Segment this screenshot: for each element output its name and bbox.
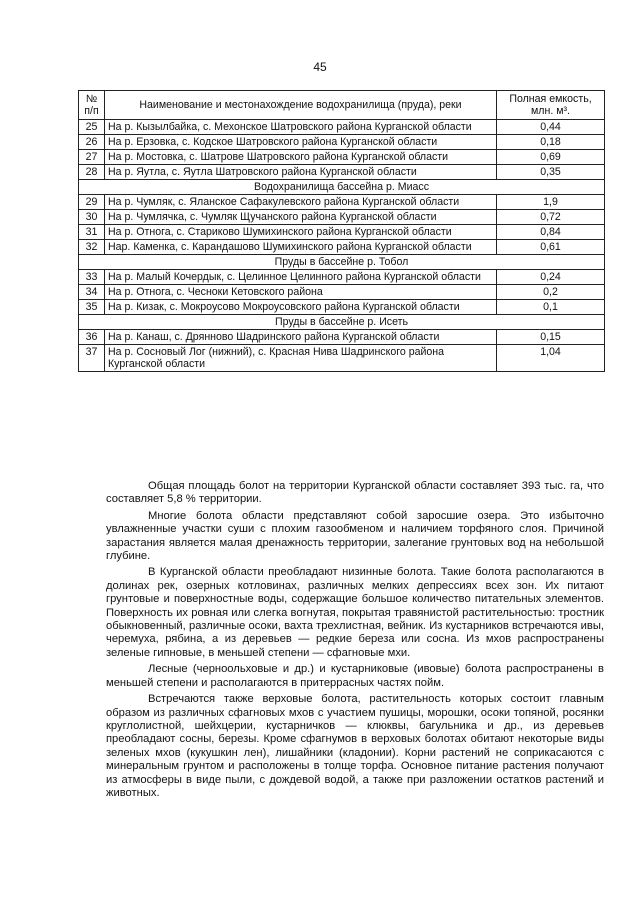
row-name: На р. Отнога, с. Стариково Шумихинского района Курганской области <box>105 225 497 240</box>
row-number: 28 <box>79 165 105 180</box>
row-number: 25 <box>79 120 105 135</box>
table-row <box>79 135 605 150</box>
row-capacity: 0,2 <box>497 285 605 300</box>
table-header-row <box>79 91 605 120</box>
section-row <box>79 315 605 330</box>
row-number: 27 <box>79 150 105 165</box>
paragraph: Лесные (черноольховые и др.) и кустарниковые (ивовые) болота распространены в меньшей степени и располагаются в притеррасных частях пойм. <box>106 663 604 689</box>
row-capacity: 0,69 <box>497 150 605 165</box>
table-row <box>79 150 605 165</box>
row-capacity: 0,84 <box>497 225 605 240</box>
row-name: На р. Чумляк, с. Яланское Сафакулевского района Курганской области <box>105 195 497 210</box>
row-capacity: 0,1 <box>497 300 605 315</box>
row-name: На р. Сосновый Лог (нижний), с. Красная Нива Шадринского района Курганской области <box>105 345 497 372</box>
table-body <box>79 120 605 372</box>
table-row <box>79 270 605 285</box>
section-row <box>79 255 605 270</box>
section-row <box>79 180 605 195</box>
row-name: Нар. Каменка, с. Карандашово Шумихинского района Курганской области <box>105 240 497 255</box>
row-number: 32 <box>79 240 105 255</box>
table-row <box>79 120 605 135</box>
paragraph: В Курганской области преобладают низинные болота. Такие болота располагаются в долинах рек, озерных котловинах, различных мелких депрессиях всех зон. Их питают грунтовые и поверхностные воды, содержащие большое количество питательных элементов. Поверхность их ровная или слегка вогнутая, покрытая травянистой растительностью: тростник обыкновенный, различные осоки, вахта трехлистная, вейник. Из кустарников встречаются ивы, черемуха, рябина, а из деревьев — редкие береза или сосна. Из мхов распространены зеленые гипновые, в меньшей степени — сфагновые мхи. <box>106 566 604 659</box>
section-title: Водохранилища бассейна р. Миасс <box>79 180 605 195</box>
table-row <box>79 285 605 300</box>
row-capacity: 1,04 <box>497 345 605 372</box>
section-title: Пруды в бассейне р. Исеть <box>79 315 605 330</box>
table-row <box>79 165 605 180</box>
paragraph: Многие болота области представляют собой заросшие озера. Это избыточно увлажненные участки суши с плохим газообменом и наличием торфяного слоя. Причиной зарастания является малая дренажность территории, залегание грунтовых вод на небольшой глубине. <box>106 509 604 563</box>
row-name: На р. Ерзовка, с. Кодское Шатровского района Курганской области <box>105 135 497 150</box>
paragraph: Встречаются также верховые болота, растительность которых состоит главным образом из различных сфагновых мхов с участием пушицы, морошки, осоки топяной, росянки круглолистной, шейхцерии, кустарничков — клюквы, багульника и др., из деревьев преобладают сосны, березы. Кроме сфагнумов в верховых болотах обитают некоторые виды зеленых мхов (кукушкин лен), лишайники (кладонии). Корни растений не соприкасаются с минеральным грунтом и расположены в толще торфа. Основное питание растения получают из атмосферы в виде пыли, с дождевой водой, а также при разложении остатков растений и животных. <box>106 693 604 799</box>
table-row <box>79 300 605 315</box>
row-number: 30 <box>79 210 105 225</box>
row-name: На р. Канаш, с. Дрянново Шадринского района Курганской области <box>105 330 497 345</box>
header-name: Наименование и местонахождение водохранилища (пруда), реки <box>105 91 497 120</box>
row-number: 34 <box>79 285 105 300</box>
row-capacity: 0,72 <box>497 210 605 225</box>
row-name: На р. Чумлячка, с. Чумляк Щучанского района Курганской области <box>105 210 497 225</box>
body-text <box>106 480 604 803</box>
row-name: На р. Яутла, с. Яутла Шатровского района Курганской области <box>105 165 497 180</box>
reservoirs-table <box>78 90 605 372</box>
table-row <box>79 195 605 210</box>
section-title: Пруды в бассейне р. Тобол <box>79 255 605 270</box>
row-number: 35 <box>79 300 105 315</box>
row-name: На р. Кизак, с. Мокроусово Мокроусовского района Курганской области <box>105 300 497 315</box>
row-capacity: 0,24 <box>497 270 605 285</box>
header-capacity: Полная емкость, млн. м³. <box>497 91 605 120</box>
page-number: 45 <box>313 60 327 74</box>
row-name: На р. Кызылбайка, с. Мехонское Шатровского района Курганской области <box>105 120 497 135</box>
row-capacity: 0,18 <box>497 135 605 150</box>
row-name: На р. Отнога, с. Чесноки Кетовского района <box>105 285 497 300</box>
row-capacity: 0,15 <box>497 330 605 345</box>
header-number: № п/п <box>79 91 105 120</box>
row-number: 33 <box>79 270 105 285</box>
paragraph: Общая площадь болот на территории Курганской области составляет 393 тыс. га, что составляет 5,8 % территории. <box>106 480 604 506</box>
row-capacity: 0,44 <box>497 120 605 135</box>
row-number: 37 <box>79 345 105 372</box>
row-capacity: 0,61 <box>497 240 605 255</box>
table-row <box>79 330 605 345</box>
row-number: 31 <box>79 225 105 240</box>
row-name: На р. Мостовка, с. Шатрове Шатровского района Курганской области <box>105 150 497 165</box>
row-capacity: 1,9 <box>497 195 605 210</box>
table-row <box>79 345 605 372</box>
row-name: На р. Малый Кочердык, с. Целинное Целинного района Курганской области <box>105 270 497 285</box>
table-row <box>79 210 605 225</box>
row-number: 29 <box>79 195 105 210</box>
row-capacity: 0,35 <box>497 165 605 180</box>
row-number: 26 <box>79 135 105 150</box>
table-row <box>79 240 605 255</box>
row-number: 36 <box>79 330 105 345</box>
table-row <box>79 225 605 240</box>
